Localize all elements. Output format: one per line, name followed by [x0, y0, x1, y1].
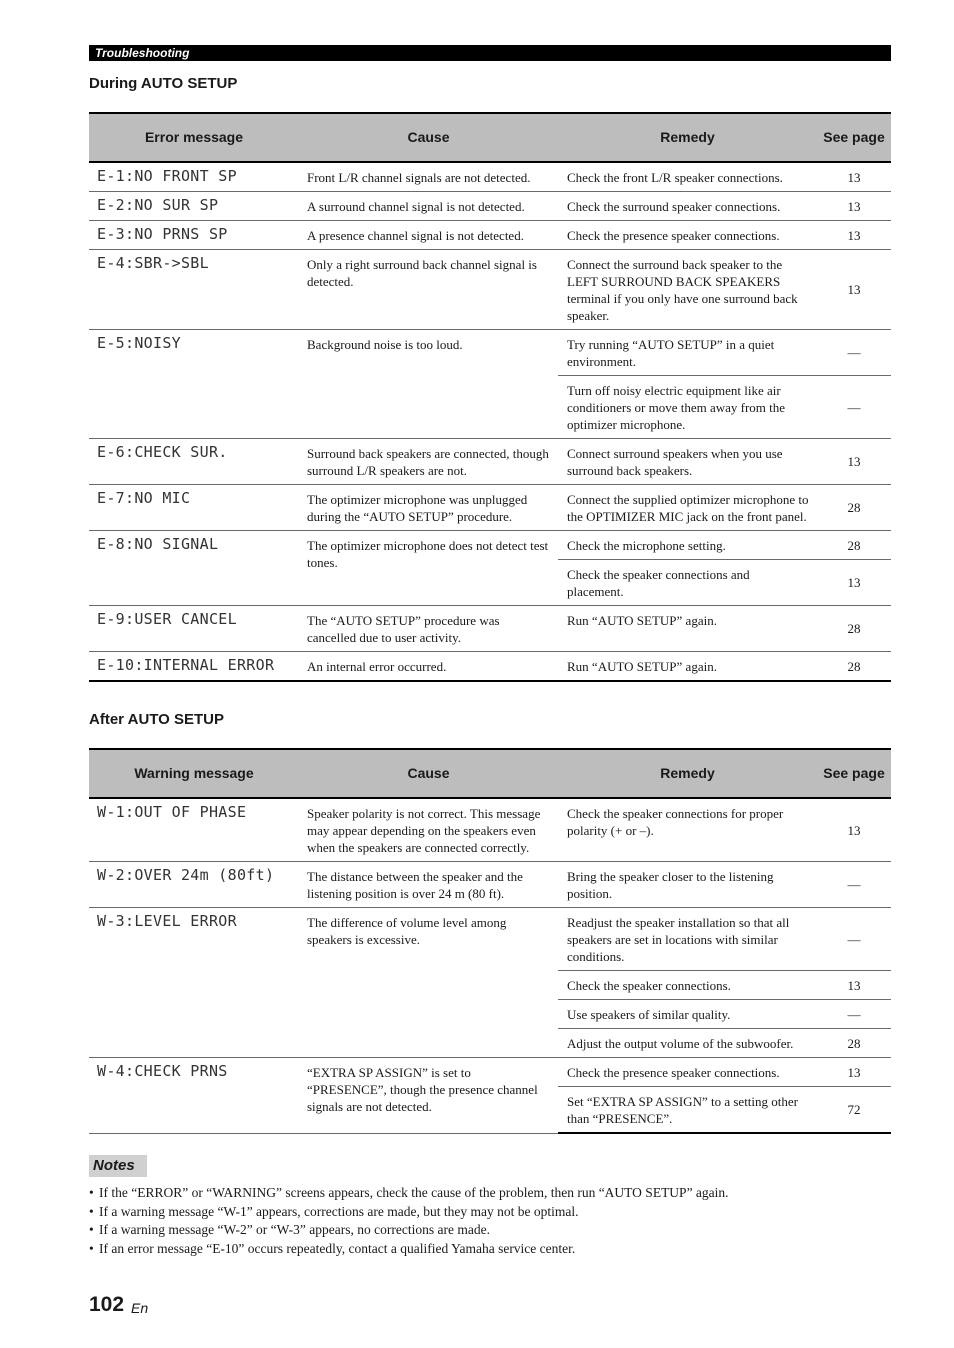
- see-page-cell: 13: [817, 798, 891, 862]
- table-row: [89, 862, 891, 908]
- warning-message-table: [89, 748, 891, 1134]
- remedy-cell: Check the speaker connections.: [558, 971, 817, 1000]
- see-page-cell: 72: [817, 1087, 891, 1134]
- note-item: • If the “ERROR” or “WARNING” screens appears, check the cause of the problem, then run “AUTO SETUP” again.: [89, 1184, 891, 1203]
- message-code: E-9:USER CANCEL: [89, 606, 299, 652]
- page-number: 102: [89, 1293, 125, 1316]
- cause-cell: Surround back speakers are connected, though surround L/R speakers are not.: [299, 439, 558, 485]
- see-page-cell: 13: [817, 971, 891, 1000]
- remedy-cell: Check the presence speaker connections.: [558, 221, 817, 250]
- cause-cell: Only a right surround back channel signal is detected.: [299, 250, 558, 330]
- table-row: [89, 162, 891, 192]
- cause-cell: The optimizer microphone was unplugged during the “AUTO SETUP” procedure.: [299, 485, 558, 531]
- page-language: En: [131, 1300, 149, 1316]
- column-header-remedy: Remedy: [558, 113, 817, 162]
- message-code: E-7:NO MIC: [89, 485, 299, 531]
- see-page-cell: 13: [817, 221, 891, 250]
- column-header-cause: Cause: [299, 113, 558, 162]
- remedy-cell: Set “EXTRA SP ASSIGN” to a setting other than “PRESENCE”.: [558, 1087, 817, 1134]
- note-item: • If a warning message “W-1” appears, corrections are made, but they may not be optimal.: [89, 1203, 891, 1222]
- see-page-cell: —: [817, 376, 891, 439]
- after-auto-setup-title: After AUTO SETUP: [89, 711, 225, 728]
- table-row: [89, 652, 891, 682]
- see-page-cell: 13: [817, 560, 891, 606]
- see-page-cell: 13: [817, 192, 891, 221]
- message-code: W-4:CHECK PRNS: [89, 1058, 299, 1134]
- column-header-cause: Cause: [299, 749, 558, 798]
- see-page-cell: 13: [817, 439, 891, 485]
- notes-list: [89, 1184, 891, 1259]
- remedy-cell: Turn off noisy electric equipment like air conditioners or move them away from the optimizer microphone.: [558, 376, 817, 439]
- table-row: [89, 1058, 891, 1087]
- cause-cell: Background noise is too loud.: [299, 330, 558, 439]
- message-code: E-10:INTERNAL ERROR: [89, 652, 299, 682]
- see-page-cell: —: [817, 330, 891, 376]
- table-row: [89, 908, 891, 971]
- cause-cell: Speaker polarity is not correct. This message may appear depending on the speakers even when the speakers are connected correctly.: [299, 798, 558, 862]
- message-code: W-2:OVER 24m (80ft): [89, 862, 299, 908]
- remedy-cell: Try running “AUTO SETUP” in a quiet environment.: [558, 330, 817, 376]
- table-row: [89, 531, 891, 560]
- table-row: [89, 221, 891, 250]
- see-page-cell: —: [817, 908, 891, 971]
- message-code: W-3:LEVEL ERROR: [89, 908, 299, 1058]
- cause-cell: The distance between the speaker and the listening position is over 24 m (80 ft).: [299, 862, 558, 908]
- table-row: [89, 798, 891, 862]
- table-row: [89, 606, 891, 652]
- see-page-cell: —: [817, 1000, 891, 1029]
- message-code: E-3:NO PRNS SP: [89, 221, 299, 250]
- see-page-cell: 13: [817, 250, 891, 330]
- remedy-cell: Readjust the speaker installation so that all speakers are set in locations with similar conditions.: [558, 908, 817, 971]
- see-page-cell: 28: [817, 606, 891, 652]
- notes-label: Notes: [89, 1155, 147, 1177]
- remedy-cell: Check the front L/R speaker connections.: [558, 162, 817, 192]
- remedy-cell: Check the surround speaker connections.: [558, 192, 817, 221]
- column-header-error-message: Error message: [89, 113, 299, 162]
- table-row: [89, 330, 891, 376]
- table-header-row: [89, 749, 891, 798]
- see-page-cell: 28: [817, 652, 891, 682]
- remedy-cell: Run “AUTO SETUP” again.: [558, 606, 817, 652]
- message-code: E-1:NO FRONT SP: [89, 162, 299, 192]
- column-header-see-page: See page: [817, 113, 891, 162]
- column-header-remedy: Remedy: [558, 749, 817, 798]
- remedy-cell: Adjust the output volume of the subwoofer.: [558, 1029, 817, 1058]
- cause-cell: “EXTRA SP ASSIGN” is set to “PRESENCE”, though the presence channel signals are not detected.: [299, 1058, 558, 1134]
- see-page-cell: 28: [817, 1029, 891, 1058]
- remedy-cell: Check the speaker connections and placement.: [558, 560, 817, 606]
- remedy-cell: Connect the supplied optimizer microphone to the OPTIMIZER MIC jack on the front panel.: [558, 485, 817, 531]
- remedy-cell: Bring the speaker closer to the listening position.: [558, 862, 817, 908]
- error-message-table: [89, 112, 891, 682]
- table-row: [89, 485, 891, 531]
- remedy-cell: Connect the surround back speaker to the LEFT SURROUND BACK SPEAKERS terminal if you only have one surround back speaker.: [558, 250, 817, 330]
- column-header-see-page: See page: [817, 749, 891, 798]
- column-header-warning-message: Warning message: [89, 749, 299, 798]
- remedy-cell: Check the microphone setting.: [558, 531, 817, 560]
- see-page-cell: 13: [817, 1058, 891, 1087]
- message-code: W-1:OUT OF PHASE: [89, 798, 299, 862]
- cause-cell: The difference of volume level among speakers is excessive.: [299, 908, 558, 1058]
- table-row: [89, 250, 891, 330]
- table-header-row: [89, 113, 891, 162]
- message-code: E-2:NO SUR SP: [89, 192, 299, 221]
- note-item: • If an error message “E-10” occurs repeatedly, contact a qualified Yamaha service center.: [89, 1240, 891, 1259]
- cause-cell: A surround channel signal is not detected.: [299, 192, 558, 221]
- cause-cell: The optimizer microphone does not detect test tones.: [299, 531, 558, 606]
- remedy-cell: Use speakers of similar quality.: [558, 1000, 817, 1029]
- remedy-cell: Check the presence speaker connections.: [558, 1058, 817, 1087]
- table-row: [89, 439, 891, 485]
- remedy-cell: Check the speaker connections for proper polarity (+ or –).: [558, 798, 817, 862]
- message-code: E-8:NO SIGNAL: [89, 531, 299, 606]
- message-code: E-5:NOISY: [89, 330, 299, 439]
- cause-cell: An internal error occurred.: [299, 652, 558, 682]
- during-auto-setup-title: During AUTO SETUP: [89, 75, 238, 92]
- remedy-cell: Connect surround speakers when you use surround back speakers.: [558, 439, 817, 485]
- cause-cell: The “AUTO SETUP” procedure was cancelled due to user activity.: [299, 606, 558, 652]
- cause-cell: Front L/R channel signals are not detected.: [299, 162, 558, 192]
- note-item: • If a warning message “W-2” or “W-3” appears, no corrections are made.: [89, 1221, 891, 1240]
- table-row: [89, 192, 891, 221]
- message-code: E-4:SBR->SBL: [89, 250, 299, 330]
- see-page-cell: 28: [817, 531, 891, 560]
- see-page-cell: 28: [817, 485, 891, 531]
- see-page-cell: 13: [817, 162, 891, 192]
- message-code: E-6:CHECK SUR.: [89, 439, 299, 485]
- section-header-bar: Troubleshooting: [89, 45, 891, 61]
- cause-cell: A presence channel signal is not detected.: [299, 221, 558, 250]
- remedy-cell: Run “AUTO SETUP” again.: [558, 652, 817, 682]
- see-page-cell: —: [817, 862, 891, 908]
